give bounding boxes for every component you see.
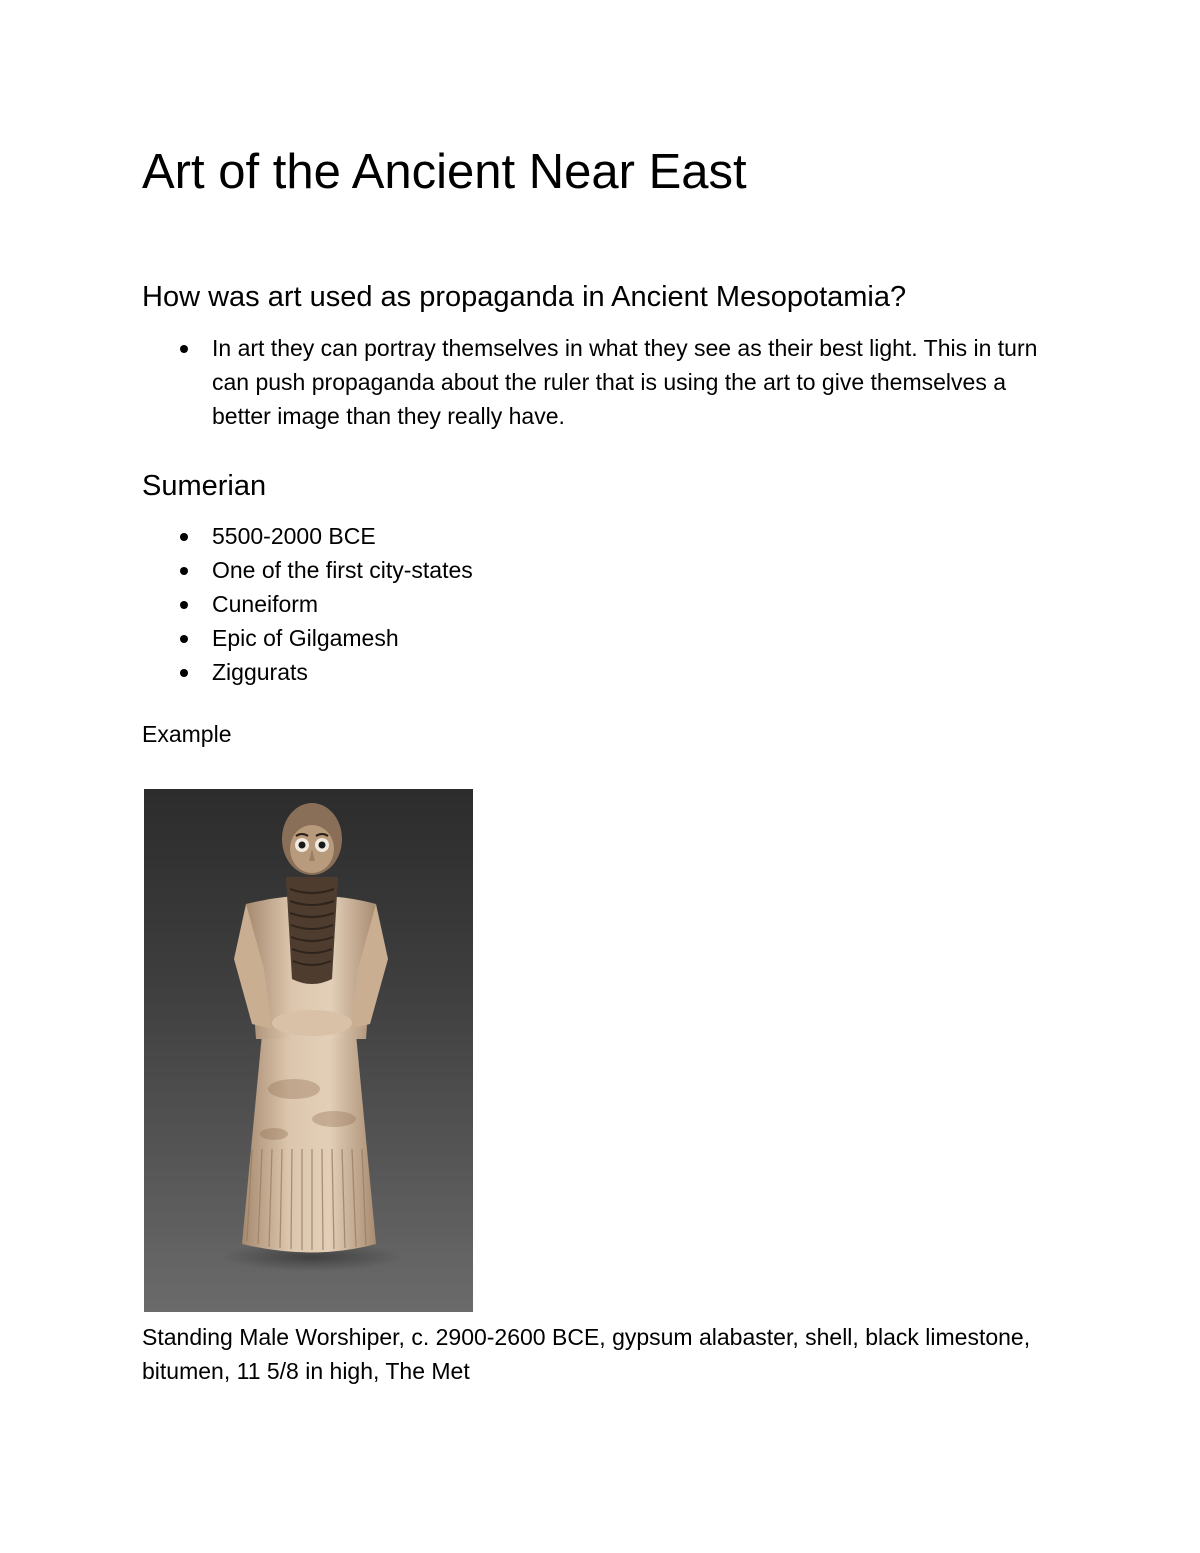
example-label: Example (142, 721, 232, 747)
image-caption: Standing Male Worshiper, c. 2900-2600 BCE, gypsum alabaster, shell, black limestone, bitumen, 11 5/8 in high, The Met (142, 1324, 1031, 1384)
bullet-icon (180, 635, 188, 643)
bullet-text: Ziggurats (212, 659, 308, 685)
sumerian-bullet-list (142, 519, 1062, 689)
question-heading: How was art used as propaganda in Ancient Mesopotamia? (142, 281, 907, 313)
question-bullet-list (142, 331, 1052, 433)
bullet-icon (180, 345, 188, 353)
list-item (142, 331, 1052, 433)
bullet-icon (180, 601, 188, 609)
document-title: Art of the Ancient Near East (142, 145, 747, 199)
bullet-icon (180, 567, 188, 575)
list-item (142, 655, 1062, 689)
bullet-text: Epic of Gilgamesh (212, 625, 399, 651)
bullet-icon (180, 533, 188, 541)
statue-photo (144, 789, 473, 1312)
list-item (142, 621, 1062, 655)
list-item (142, 519, 1062, 553)
bullet-text: 5500-2000 BCE (212, 523, 376, 549)
list-item (142, 553, 1062, 587)
bullet-icon (180, 669, 188, 677)
bullet-text: In art they can portray themselves in what they see as their best light. This in turn can push propaganda about the ruler that is using the art to give themselves a better image than they really have. (212, 335, 1038, 429)
statue-illustration (144, 789, 473, 1312)
sumerian-heading: Sumerian (142, 470, 267, 502)
list-item (142, 587, 1062, 621)
bullet-text: Cuneiform (212, 591, 319, 617)
bullet-text: One of the first city-states (212, 557, 473, 583)
